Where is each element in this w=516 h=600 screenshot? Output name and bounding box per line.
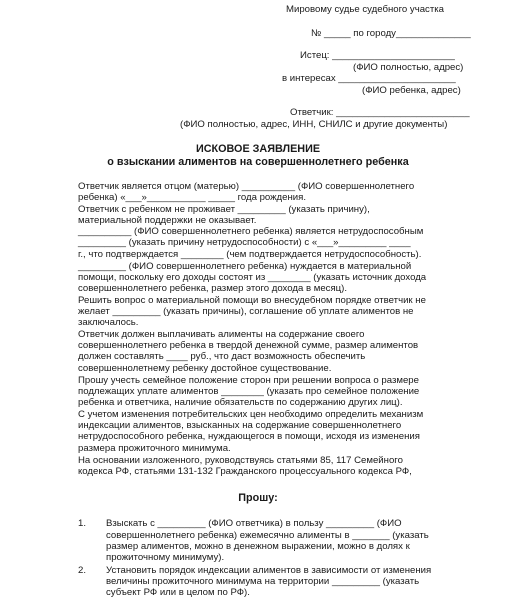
request-line: Установить порядок индексации алиментов в зависимости от изменения bbox=[106, 565, 432, 576]
defendant-hint: (ФИО полностью, адрес, ИНН, СНИЛС и другие документы) bbox=[180, 119, 448, 130]
body-line: Прошу учесть семейное положение сторон при решении вопроса о размере bbox=[78, 375, 419, 386]
request-line: субъект РФ или в целом по РФ). bbox=[106, 587, 250, 598]
document-subtitle: о взыскании алиментов на совершеннолетнего ребенка bbox=[107, 156, 409, 168]
body-line: Ответчик с ребенком не проживает _________ (указать причину), bbox=[78, 204, 370, 215]
child-hint: (ФИО ребенка, адрес) bbox=[362, 85, 461, 96]
body-line: совершеннолетнего ребенка, размер этого дохода в месяц). bbox=[78, 283, 348, 294]
body-line: заключалось. bbox=[78, 317, 139, 328]
request-number: 1. bbox=[78, 518, 87, 529]
request-line: Взыскать с _________ (ФИО ответчика) в пользу _________ (ФИО bbox=[106, 518, 402, 529]
body-line: ребенка) «___»___________ _____ года рождения. bbox=[78, 192, 307, 203]
body-line: совершеннолетнего ребенка в твердой денежной сумме, размер алиментов bbox=[78, 340, 419, 351]
body-line: совершеннолетнему ребенку достойное существование. bbox=[78, 363, 332, 374]
request-line: прожиточному минимуму). bbox=[106, 552, 225, 563]
request-line: размер алиментов, можно в денежном выражении, можно в долях к bbox=[106, 541, 410, 552]
document-title: ИСКОВОЕ ЗАЯВЛЕНИЕ bbox=[195, 143, 321, 155]
body-line: желает _________ (указать причины), соглашение об уплате алиментов не bbox=[78, 306, 414, 317]
body-line: материальной поддержки не оказывает. bbox=[78, 215, 257, 226]
court-number-line: № _____ по городу______________ bbox=[311, 28, 471, 39]
body-line: Ответчик является отцом (матерью) __________ (ФИО совершеннолетнего bbox=[78, 181, 415, 192]
body-line: кодекса РФ, статьями 131-132 Гражданского процессуального кодекса РФ, bbox=[78, 466, 412, 477]
body-line: нетрудоспособного ребенка, нуждающегося в помощи, исходя из изменения bbox=[78, 431, 420, 442]
addressee-line: Мировому судье судебного участка bbox=[286, 4, 444, 15]
body-line: помощи, поскольку его доходы состоят из ________ (указать источник дохода bbox=[78, 272, 427, 283]
body-line: Ответчик должен выплачивать алименты на содержание своего bbox=[78, 329, 365, 340]
body-line: г., что подтверждается ________ (чем подтверждается нетрудоспособность). bbox=[78, 249, 422, 260]
body-line: должен составлять ____ руб., что даст возможность обеспечить bbox=[78, 351, 366, 362]
plaintiff-hint: (ФИО полностью, адрес) bbox=[353, 62, 464, 73]
body-line: ребенка и ответчика, наличие обязательств по содержанию других лиц). bbox=[78, 397, 403, 408]
body-line: С учетом изменения потребительских цен необходимо определить механизм bbox=[78, 409, 424, 420]
body-line: _________ (указать причину нетрудоспособности) с «___»_________ ____ bbox=[78, 237, 411, 248]
body-line: _________ (ФИО совершеннолетнего ребенка) нуждается в материальной bbox=[78, 261, 412, 272]
body-line: На основании изложенного, руководствуясь статьями 85, 117 Семейного bbox=[78, 455, 403, 466]
defendant-line: Ответчик: _________________________ bbox=[290, 107, 470, 118]
plaintiff-line: Истец: _______________________ bbox=[300, 50, 455, 61]
request-line: совершеннолетнего ребенка) ежемесячно алименты в _______ (указать bbox=[106, 530, 429, 541]
request-number: 2. bbox=[78, 565, 87, 576]
body-line: индексации алиментов, взысканных на содержание совершеннолетнего bbox=[78, 420, 402, 431]
body-line: Решить вопрос о материальной помощи во внесудебном порядке ответчик не bbox=[78, 295, 426, 306]
body-line: подлежащих уплате алиментов ________ (указать про семейное положение bbox=[78, 386, 420, 397]
request-line: величины прожиточного минимума на территории _________ (указать bbox=[106, 576, 420, 587]
interest-line: в интересах ______________________ bbox=[282, 73, 456, 84]
body-line: __________ (ФИО совершеннолетнего ребенка) является нетрудоспособным bbox=[78, 226, 424, 237]
request-title: Прошу: bbox=[238, 492, 278, 504]
body-line: размера прожиточного минимума. bbox=[78, 443, 231, 454]
